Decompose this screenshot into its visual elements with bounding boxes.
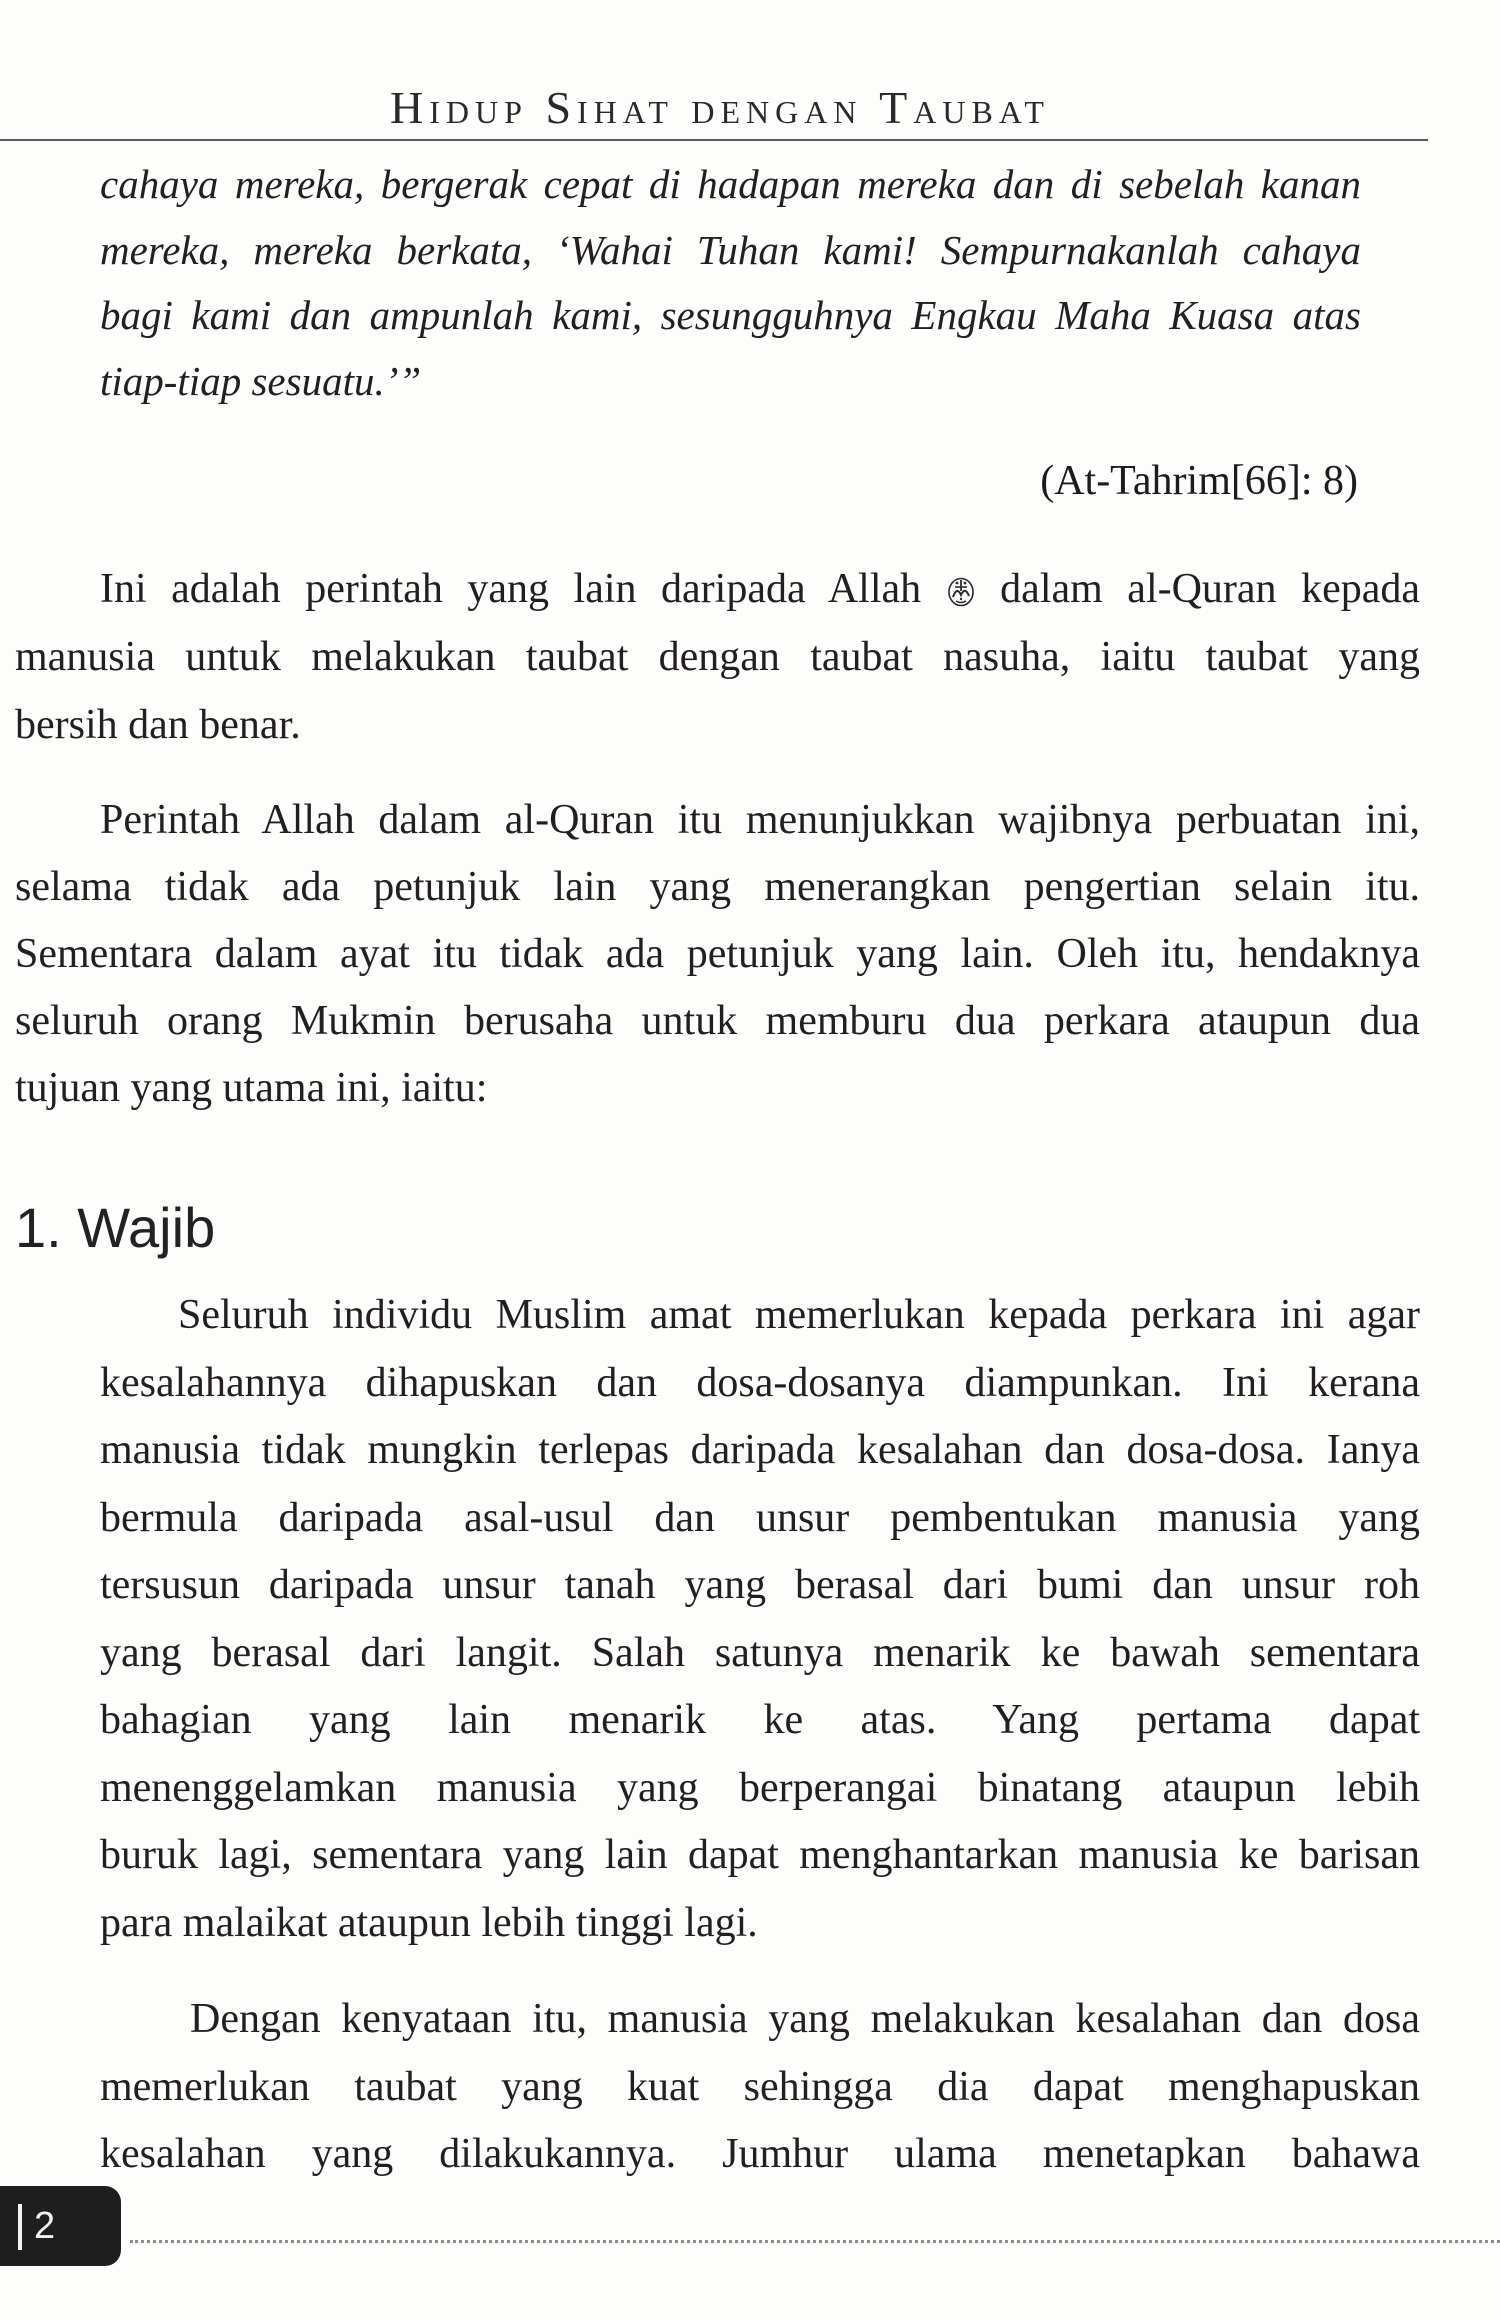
- paragraph-line: memerlukan taubat yang kuat sehingga dia dapat menghapuskan: [100, 2063, 1420, 2110]
- quote-line: mereka, mereka berkata, ‘Wahai Tuhan kami! Sempurnakanlah cahaya: [100, 226, 1361, 273]
- paragraph-line: kesalahan yang dilakukannya. Jumhur ulama menetapkan bahawa: [100, 2131, 1420, 2177]
- paragraph-line: buruk lagi, sementara yang lain dapat menghantarkan manusia ke barisan: [100, 1832, 1420, 1878]
- line-text: Ini adalah perintah yang lain daripada Allah: [100, 566, 922, 612]
- paragraph: [100, 1282, 1420, 1957]
- paragraph-line: [15, 555, 1420, 623]
- paragraph-line: Perintah Allah dalam al-Quran itu menunjukkan wajibnya perbuatan ini,: [100, 797, 1420, 843]
- paragraph: [15, 555, 1420, 759]
- paragraph-line: tujuan yang utama ini, iaitu:: [15, 1065, 488, 1111]
- quran-quote: [100, 152, 1361, 414]
- footer-dotted-rule: [130, 2240, 1500, 2243]
- paragraph-line: yang berasal dari langit. Salah satunya menarik ke bawah sementara: [100, 1629, 1420, 1676]
- paragraph-line: manusia tidak mungkin terlepas daripada kesalahan dan dosa-dosa. Ianya: [100, 1427, 1420, 1473]
- paragraph-line: kesalahannya dihapuskan dan dosa-dosanya diampunkan. Ini kerana: [100, 1359, 1420, 1406]
- paragraph-line: Sementara dalam ayat itu tidak ada petunjuk yang lain. Oleh itu, hendaknya: [15, 931, 1420, 977]
- paragraph-line: bersih dan benar.: [15, 702, 301, 748]
- section-heading: 1. Wajib: [15, 1196, 216, 1259]
- header-rule: [0, 139, 1428, 141]
- paragraph-line: para malaikat ataupun lebih tinggi lagi.: [100, 1899, 758, 1946]
- paragraph: [100, 1986, 1420, 2189]
- allah-swt-ligature-icon: [946, 574, 976, 608]
- paragraph-line: manusia untuk melakukan taubat dengan taubat nasuha, iaitu taubat yang: [15, 634, 1420, 680]
- quote-line: tiap-tiap sesuatu.’”: [100, 357, 422, 404]
- paragraph-line: selama tidak ada petunjuk lain yang menerangkan pengertian selain itu.: [15, 864, 1420, 910]
- paragraph-line: menenggelamkan manusia yang berperangai binatang ataupun lebih: [100, 1764, 1420, 1811]
- quote-line: cahaya mereka, bergerak cepat di hadapan mereka dan di sebelah kanan: [100, 161, 1361, 207]
- paragraph: [15, 787, 1420, 1122]
- quote-line: bagi kami dan ampunlah kami, sesungguhnya Engkau Maha Kuasa atas: [100, 292, 1361, 339]
- page-number: 2: [34, 2205, 56, 2247]
- running-header: Hidup Sihat dengan Taubat: [390, 82, 1050, 133]
- paragraph-line: tersusun daripada unsur tanah yang berasal dari bumi dan unsur roh: [100, 1562, 1420, 1608]
- page-number-tab: [0, 2186, 121, 2266]
- paragraph-line: Dengan kenyataan itu, manusia yang melakukan kesalahan dan dosa: [190, 1996, 1420, 2042]
- line-text: dalam al-Quran kepada: [1000, 566, 1420, 612]
- paragraph-line: bermula daripada asal-usul dan unsur pembentukan manusia yang: [100, 1494, 1420, 1541]
- paragraph-line: seluruh orang Mukmin berusaha untuk memburu dua perkara ataupun dua: [15, 998, 1420, 1044]
- quote-reference: (At-Tahrim[66]: 8): [1040, 458, 1358, 504]
- paragraph-line: Seluruh individu Muslim amat memerlukan kepada perkara ini agar: [178, 1292, 1420, 1338]
- page-tab-divider: [18, 2204, 22, 2250]
- paragraph-line: bahagian yang lain menarik ke atas. Yang pertama dapat: [100, 1697, 1420, 1743]
